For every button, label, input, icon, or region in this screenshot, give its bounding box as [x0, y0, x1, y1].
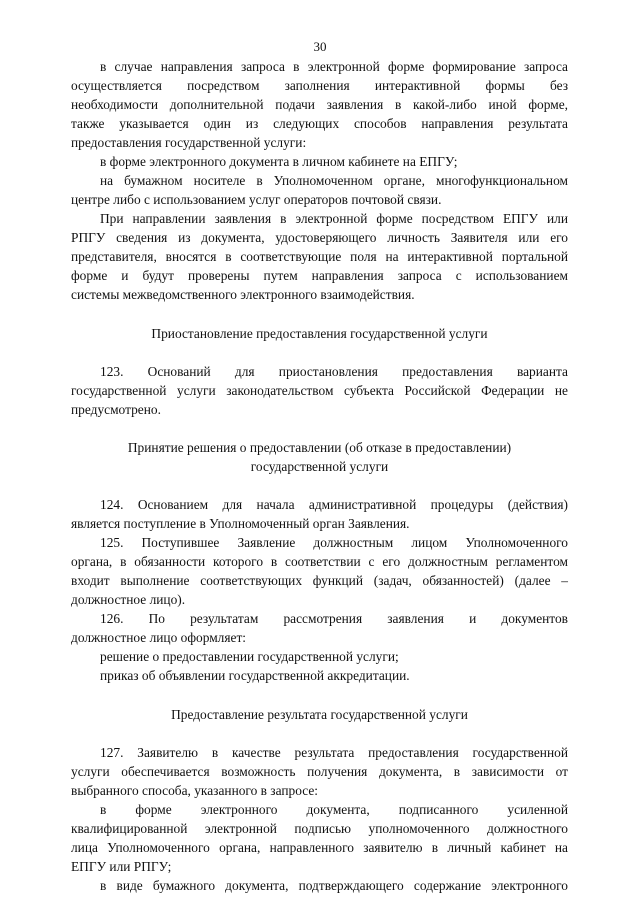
- text-line: в форме электронного документа, подписанного усиленной: [100, 802, 568, 817]
- text-line: центре либо с использованием услуг операторов почтовой связи.: [71, 192, 442, 207]
- text-line: в форме электронного документа в личном кабинете на ЕПГУ;: [100, 154, 458, 169]
- text-line: должностное лицо).: [71, 592, 186, 607]
- text-line: При направлении заявления в электронной форме посредством ЕПГУ или: [100, 211, 568, 226]
- text-line: на бумажном носителе в Уполномоченном органе, многофункциональном: [100, 173, 568, 188]
- text-line: необходимости дополнительной подачи заявления в какой-либо иной форме,: [71, 97, 568, 112]
- text-line: 127. Заявителю в качестве результата предоставления государственной: [100, 745, 568, 760]
- text-line: входит выполнение соответствующих функций (задач, обязанностей) (далее –: [71, 573, 568, 588]
- text-line: должностное лицо оформляет:: [71, 630, 247, 645]
- section-heading: Принятие решения о предоставлении (об отказе в предоставлении): [127, 440, 512, 455]
- text-line: системы межведомственного электронного взаимодействия.: [71, 287, 415, 302]
- section-heading: Предоставление результата государственной услуги: [171, 707, 468, 722]
- text-line: 123. Оснований для приостановления предоставления варианта: [100, 364, 568, 379]
- text-line: решение о предоставлении государственной услуги;: [100, 649, 399, 664]
- section-heading: государственной услуги: [250, 459, 389, 474]
- text-line: предоставления государственной услуги:: [71, 135, 307, 150]
- text-line: 126. По результатам рассмотрения заявления и документов: [100, 611, 568, 626]
- text-line: форме и будут проверены путем направления запроса с использованием: [71, 268, 568, 283]
- text-line: представителя, вносятся в соответствующие поля на интерактивной портальной: [71, 249, 568, 264]
- text-line: государственной услуги законодательством субъекта Российской Федерации не: [71, 383, 568, 398]
- text-line: ЕПГУ или РПГУ;: [71, 859, 172, 874]
- text-line: в виде бумажного документа, подтверждающего содержание электронного: [100, 878, 568, 893]
- text-line: лица Уполномоченного органа, направленного заявителю в личный кабинет на: [71, 840, 568, 855]
- text-line: выбранного способа, указанного в запросе:: [71, 783, 319, 798]
- text-line: 124. Основанием для начала административной процедуры (действия): [100, 497, 568, 512]
- text-line: приказ об объявлении государственной аккредитации.: [100, 668, 410, 683]
- text-line: органа, в обязанности которого в соответствии с его должностным регламентом: [71, 554, 568, 569]
- text-line: РПГУ сведения из документа, удостоверяющего личность Заявителя или его: [71, 230, 568, 245]
- text-line: 125. Поступившее Заявление должностным лицом Уполномоченного: [100, 535, 568, 550]
- text-line: является поступление в Уполномоченный орган Заявления.: [71, 516, 410, 531]
- text-line: квалифицированной электронной подписью уполномоченного должностного: [71, 821, 568, 836]
- text-line: осуществляется посредством заполнения интерактивной формы без: [71, 78, 568, 93]
- section-heading: Приостановление предоставления государственной услуги: [151, 326, 488, 341]
- page-number: 30: [313, 39, 327, 54]
- text-line: услуги обеспечивается возможность получения документа, в зависимости от: [71, 764, 568, 779]
- text-line: в случае направления запроса в электронной форме формирование запроса: [100, 59, 568, 74]
- text-line: предусмотрено.: [71, 402, 161, 417]
- text-line: также указывается один из следующих способов направления результата: [71, 116, 568, 131]
